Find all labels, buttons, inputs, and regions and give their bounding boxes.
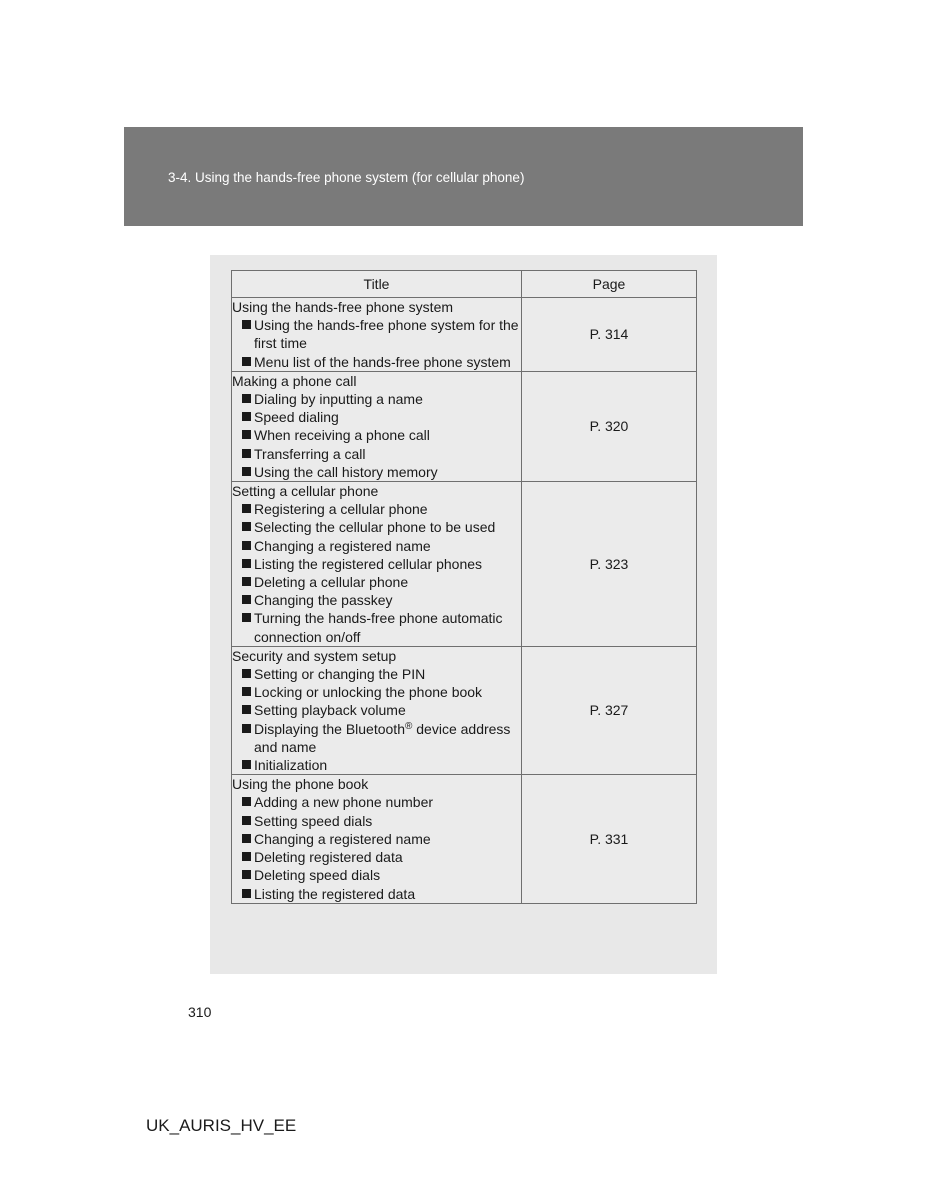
page-reference: P. 331 [522,775,697,903]
table-row [232,482,697,647]
index-table [231,270,697,904]
table-header-row [232,271,697,298]
list-item: Deleting a cellular phone [232,573,521,591]
list-item: Setting or changing the PIN [232,665,521,683]
topic-cell [232,298,522,372]
square-bullet-icon [242,613,251,622]
group-title: Using the hands-free phone system [232,299,454,315]
square-bullet-icon [242,595,251,604]
topic-cell [232,646,522,774]
page-reference: P. 327 [522,646,697,774]
page-reference: P. 320 [522,371,697,481]
list-item: Locking or unlocking the phone book [232,683,521,701]
list-item [232,720,521,756]
square-bullet-icon [242,889,251,898]
section-title: 3-4. Using the hands-free phone system (for cellular phone) [168,170,525,185]
list-item: Changing the passkey [232,591,521,609]
list-item: When receiving a phone call [232,426,521,444]
list-item: Menu list of the hands-free phone system [232,353,521,371]
square-bullet-icon [242,412,251,421]
square-bullet-icon [242,852,251,861]
list-item: Using the call history memory [232,463,521,481]
group-title: Using the phone book [232,776,369,793]
square-bullet-icon [242,760,251,769]
table-row [232,371,697,481]
square-bullet-icon [242,467,251,476]
square-bullet-icon [242,705,251,714]
square-bullet-icon [242,522,251,531]
square-bullet-icon [242,797,251,806]
list-item: Setting speed dials [232,812,521,830]
table-row [232,775,697,903]
square-bullet-icon [242,449,251,458]
square-bullet-icon [242,687,251,696]
chapter-header-band [124,127,803,226]
square-bullet-icon [242,541,251,550]
list-item: Listing the registered cellular phones [232,555,521,573]
table-row [232,298,697,372]
group-title: Security and system setup [232,647,397,664]
list-item: Dialing by inputting a name [232,390,521,408]
page-reference: P. 323 [522,482,697,647]
list-item: Changing a registered name [232,537,521,555]
square-bullet-icon [242,577,251,586]
list-item: Setting playback volume [232,701,521,719]
footer-code: UK_AURIS_HV_EE [146,1116,297,1135]
list-item: Deleting registered data [232,848,521,866]
square-bullet-icon [242,357,251,366]
square-bullet-icon [242,504,251,513]
list-item: Selecting the cellular phone to be used [232,518,521,536]
list-item: Deleting speed dials [232,866,521,884]
list-item: Initialization [232,756,521,774]
list-item: Turning the hands-free phone automatic connection on/off [232,609,521,645]
table-row [232,646,697,774]
list-item: Transferring a call [232,445,521,463]
topic-cell [232,371,522,481]
index-panel [210,255,717,974]
square-bullet-icon [242,320,251,329]
column-header-page: Page [522,271,697,298]
square-bullet-icon [242,724,251,733]
list-item: Registering a cellular phone [232,500,521,518]
page-number: 310 [188,1004,212,1020]
square-bullet-icon [242,816,251,825]
group-title: Making a phone call [232,372,357,389]
list-item: Using the hands-free phone system for the first time [232,316,521,352]
square-bullet-icon [242,430,251,439]
list-item: Listing the registered data [232,885,521,903]
square-bullet-icon [242,834,251,843]
bluetooth-item: Displaying the Bluetooth® device address and name [254,720,511,755]
square-bullet-icon [242,669,251,678]
page-reference: P. 314 [522,298,697,372]
square-bullet-icon [242,394,251,403]
list-item: Adding a new phone number [232,793,521,811]
topic-cell [232,482,522,647]
square-bullet-icon [242,870,251,879]
list-item: Speed dialing [232,408,521,426]
square-bullet-icon [242,559,251,568]
column-header-title: Title [232,271,522,298]
topic-cell [232,775,522,903]
registered-mark: ® [405,720,413,732]
list-item: Changing a registered name [232,830,521,848]
group-title: Setting a cellular phone [232,483,379,500]
